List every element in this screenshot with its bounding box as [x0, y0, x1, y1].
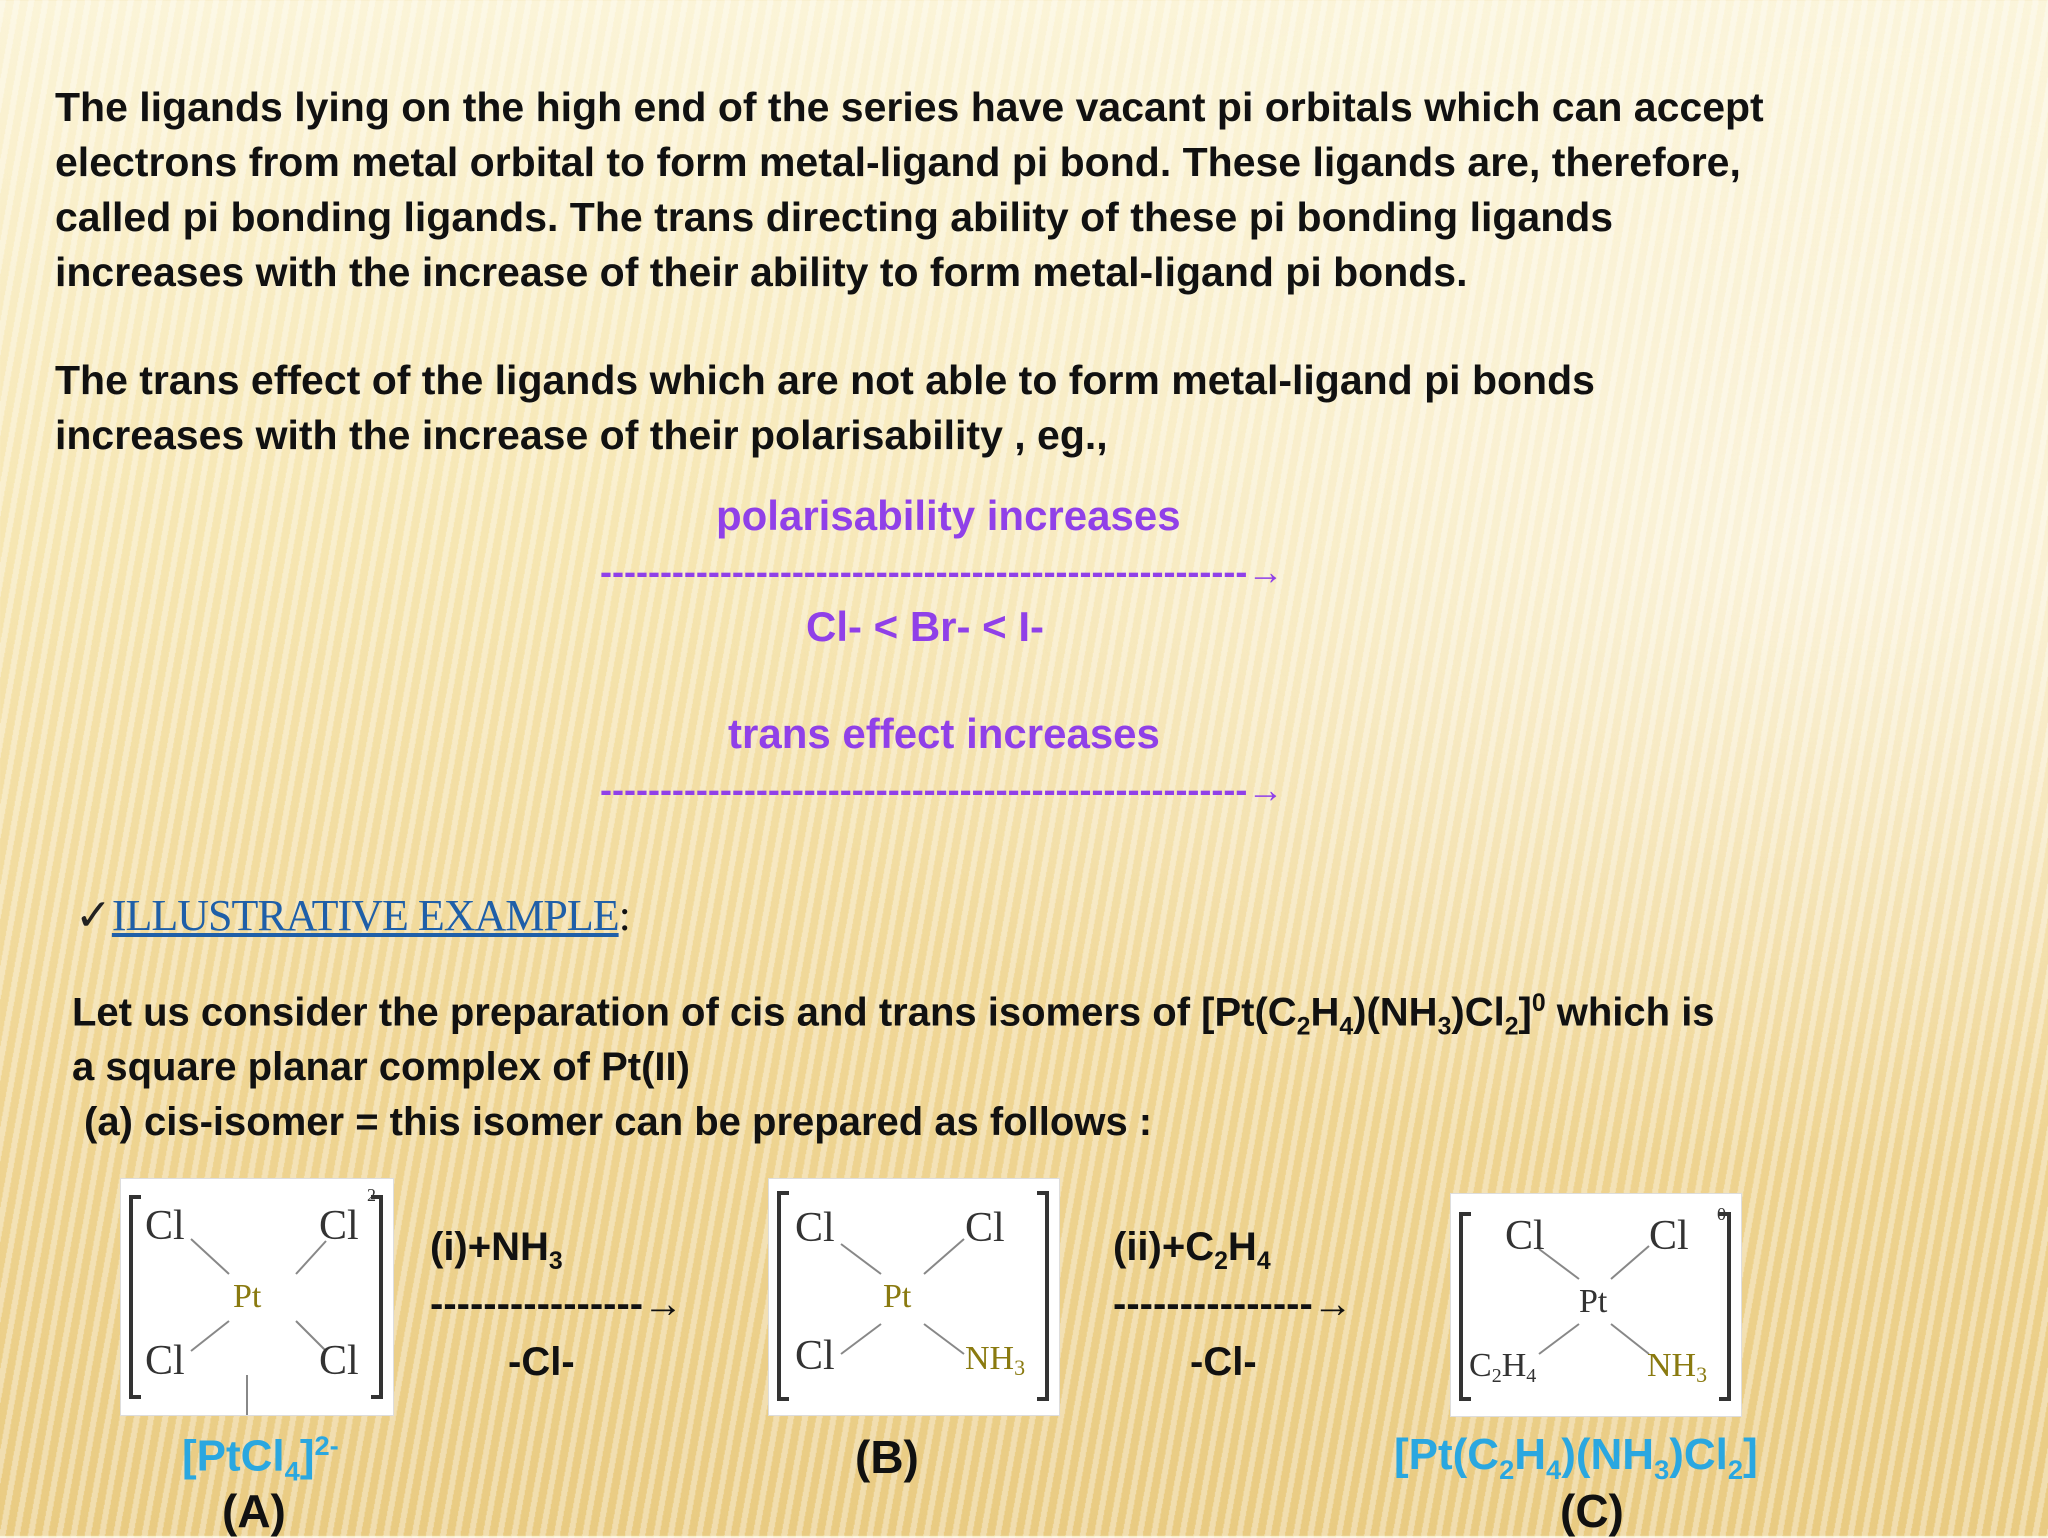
molecule-c-label: (C)	[1560, 1485, 1624, 1537]
ligand-br: Cl	[319, 1338, 359, 1384]
ligand-tr: Cl	[965, 1205, 1005, 1251]
paragraph-line: called pi bonding ligands. The trans directing ability of these pi bonding ligands	[55, 194, 1614, 240]
polarisability-label: polarisability increases	[716, 492, 1181, 539]
paragraph-line: The ligands lying on the high end of the series have vacant pi orbitals which can accept	[55, 84, 1764, 130]
paragraph-line: electrons from metal orbital to form metal-ligand pi bond. These ligands are, therefore,	[55, 139, 1741, 185]
molecule-b-structure	[768, 1178, 1060, 1416]
molecule-a-formula: [PtCl$_4$]$^{2-}$	[182, 1430, 339, 1487]
paragraph-line: increases with the increase of their polarisability , eg.,	[55, 412, 1108, 458]
illustrative-example-heading	[75, 890, 631, 941]
paragraph-line: The trans effect of the ligands which are not able to form metal-ligand pi bonds	[55, 357, 1595, 403]
charge: 2-	[367, 1185, 382, 1205]
example-line-1: Let us consider the preparation of cis and trans isomers of $[Pt(C_2H_4)(NH_3)Cl_2]^0$ which is	[72, 990, 1715, 1041]
heading-colon: :	[618, 891, 631, 940]
ligand-tr: Cl	[1649, 1213, 1689, 1259]
trans-effect-label: trans effect increases	[728, 710, 1160, 757]
ligand-bl: Cl	[795, 1333, 835, 1379]
trans-effect-arrow: ------------------------------------------------------→	[600, 769, 1284, 810]
ligand-tl: Cl	[795, 1205, 835, 1251]
ligand-tl: Cl	[145, 1203, 185, 1249]
illustrative-example-title: ILLUSTRATIVE EXAMPLE	[111, 891, 619, 940]
molecule-a-label: (A)	[222, 1485, 286, 1537]
ligand-br: NH3	[1647, 1347, 1708, 1387]
charge: 0	[1717, 1204, 1726, 1224]
ligand-bl: Cl	[145, 1338, 185, 1384]
step2-arrow: ---------------→	[1113, 1282, 1353, 1326]
metal-center: Pt	[1579, 1283, 1608, 1320]
metal-center: Pt	[883, 1278, 912, 1315]
molecule-a-structure	[120, 1178, 394, 1416]
ligand-tl: Cl	[1505, 1213, 1545, 1259]
paragraph-polarisability	[55, 353, 1995, 463]
ligand-bl: C2H4	[1469, 1347, 1537, 1387]
example-line-2: a square planar complex of Pt(II)	[72, 1045, 690, 1089]
molecule-c-structure	[1450, 1193, 1742, 1417]
halide-order: Cl- < Br- < I-	[806, 603, 1045, 650]
metal-center: Pt	[233, 1278, 262, 1315]
step2-loss: -Cl-	[1190, 1340, 1257, 1384]
paragraph-pi-bonding	[55, 80, 1995, 300]
step2-reagent: $(ii)+C_2H_4$	[1113, 1225, 1271, 1275]
example-line-3: (a) cis-isomer = this isomer can be prepared as follows :	[84, 1100, 1153, 1144]
checkmark-icon: ✓	[75, 891, 112, 940]
step1-arrow: ----------------→	[430, 1282, 684, 1326]
ligand-br: NH3	[965, 1340, 1026, 1380]
molecule-c-formula: $[Pt(C_2H_4)(NH_3)Cl_2]$	[1394, 1430, 1758, 1485]
polarisability-arrow: ------------------------------------------------------→	[600, 551, 1284, 592]
molecule-b-label: (B)	[855, 1431, 919, 1483]
paragraph-line: increases with the increase of their ability to form metal-ligand pi bonds.	[55, 249, 1468, 295]
step1-reagent: $(i)+NH_3$	[430, 1225, 563, 1275]
step1-loss: -Cl-	[508, 1340, 575, 1384]
ligand-tr: Cl	[319, 1203, 359, 1249]
